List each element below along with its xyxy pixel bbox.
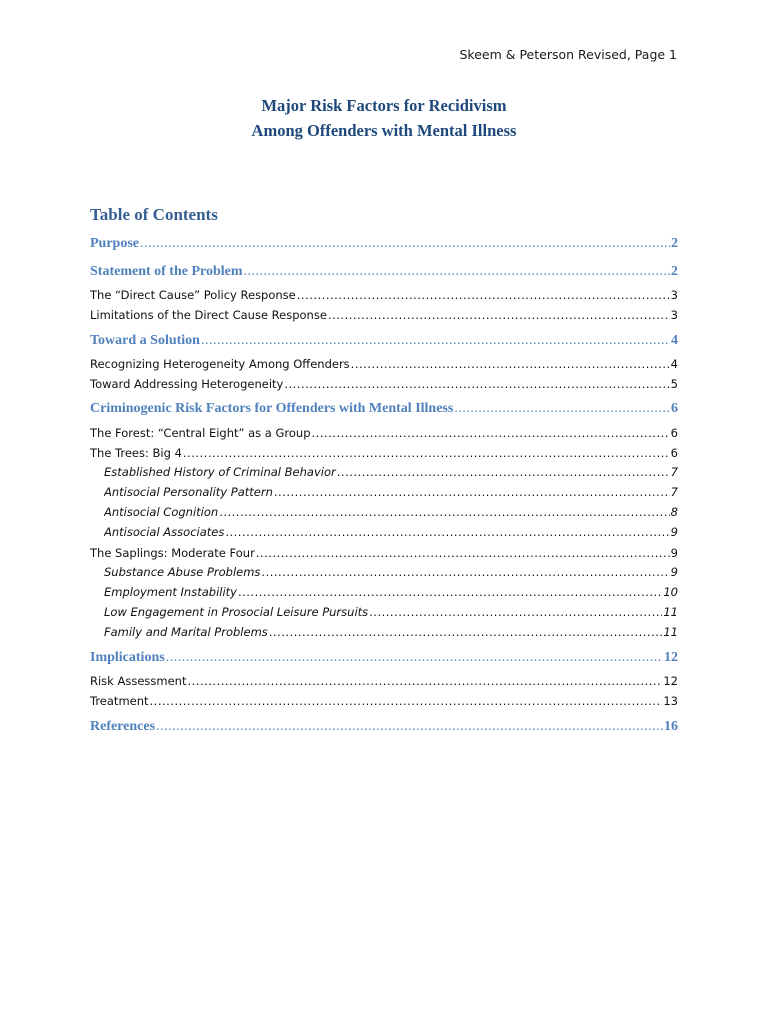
toc-entry-title: Implications — [90, 650, 165, 665]
toc-dot-leader — [269, 625, 663, 639]
toc-entry-title: Low Engagement in Prosocial Leisure Pursuits — [104, 605, 369, 619]
toc-entry[interactable] — [90, 401, 678, 417]
toc-entry[interactable] — [90, 377, 678, 391]
document-title — [0, 93, 768, 143]
toc-entry[interactable] — [90, 650, 678, 666]
toc-entry[interactable] — [104, 465, 678, 479]
toc-entry-title: The Saplings: Moderate Four — [90, 546, 255, 560]
toc-dot-leader — [225, 525, 669, 539]
toc-page-number: 3 — [670, 308, 678, 322]
toc-entry-title: The “Direct Cause” Policy Response — [90, 288, 296, 302]
toc-entry-title: References — [90, 719, 156, 734]
toc-page-number: 13 — [663, 694, 678, 708]
toc-entry[interactable] — [104, 485, 678, 499]
toc-dot-leader — [183, 446, 670, 460]
toc-entry[interactable] — [90, 357, 678, 371]
toc-dot-leader — [150, 694, 663, 708]
toc-page-number: 11 — [663, 625, 678, 639]
toc-page-number: 7 — [670, 465, 678, 479]
toc-dot-leader — [156, 719, 663, 735]
toc-entry[interactable] — [90, 288, 678, 302]
toc-entry[interactable] — [104, 625, 678, 639]
toc-entry-title: Antisocial Personality Pattern — [104, 485, 273, 499]
toc-page-number: 12 — [664, 650, 678, 665]
toc-page-number: 8 — [670, 505, 678, 519]
toc-page-number: 10 — [663, 585, 678, 599]
toc-entry-title: Limitations of the Direct Cause Response — [90, 308, 327, 322]
toc-dot-leader — [140, 236, 670, 252]
toc-page-number: 9 — [670, 525, 678, 539]
toc-entry-title: Statement of the Problem — [90, 264, 243, 279]
toc-page-number: 2 — [671, 264, 678, 279]
toc-dot-leader — [274, 485, 670, 499]
toc-entry-title: Purpose — [90, 236, 139, 251]
toc-dot-leader — [328, 308, 670, 322]
toc-entry[interactable] — [90, 446, 678, 460]
toc-entry-title: Substance Abuse Problems — [104, 565, 261, 579]
toc-dot-leader — [201, 333, 670, 349]
toc-dot-leader — [219, 505, 669, 519]
toc-entry-title: Recognizing Heterogeneity Among Offenders — [90, 357, 350, 371]
toc-entry[interactable] — [104, 585, 678, 599]
toc-dot-leader — [297, 288, 670, 302]
toc-dot-leader — [166, 650, 663, 666]
toc-entry[interactable] — [90, 719, 678, 735]
toc-entry[interactable] — [104, 565, 678, 579]
toc-entry-title: Antisocial Associates — [104, 525, 225, 539]
toc-dot-leader — [244, 264, 670, 280]
toc-entry-title: Toward Addressing Heterogeneity — [90, 377, 284, 391]
toc-page-number: 12 — [663, 674, 678, 688]
toc-entry[interactable] — [90, 694, 678, 708]
document-title-line-1: Major Risk Factors for Recidivism — [261, 96, 507, 115]
toc-dot-leader — [284, 377, 669, 391]
toc-dot-leader — [312, 426, 670, 440]
toc-page-number: 9 — [670, 565, 678, 579]
toc-entry[interactable] — [90, 546, 678, 560]
toc-entry[interactable] — [90, 236, 678, 252]
toc-dot-leader — [187, 674, 662, 688]
toc-entry-title: Risk Assessment — [90, 674, 187, 688]
toc-entry-title: Treatment — [90, 694, 149, 708]
toc-entry-title: Criminogenic Risk Factors for Offenders with Mental Illness — [90, 401, 454, 416]
toc-entry-title: Family and Marital Problems — [104, 625, 268, 639]
toc-entry[interactable] — [104, 605, 678, 619]
toc-dot-leader — [256, 546, 670, 560]
toc-heading: Table of Contents — [90, 205, 218, 224]
toc-entry-title: Antisocial Cognition — [104, 505, 219, 519]
toc-dot-leader — [238, 585, 662, 599]
toc-dot-leader — [337, 465, 670, 479]
toc-dot-leader — [369, 605, 662, 619]
toc-entry-title: Established History of Criminal Behavior — [104, 465, 336, 479]
toc-dot-leader — [454, 401, 670, 417]
toc-page-number: 4 — [671, 333, 678, 348]
toc-entry[interactable] — [90, 426, 678, 440]
toc-page-number: 5 — [670, 377, 678, 391]
toc-entry-title: Employment Instability — [104, 585, 237, 599]
running-header: Skeem & Peterson Revised, Page 1 — [459, 47, 677, 62]
toc-page-number: 4 — [670, 357, 678, 371]
toc-page-number: 11 — [663, 605, 678, 619]
toc-entry[interactable] — [90, 674, 678, 688]
toc-dot-leader — [351, 357, 670, 371]
toc-page-number: 9 — [670, 546, 678, 560]
toc-entry-title: The Forest: “Central Eight” as a Group — [90, 426, 311, 440]
toc-page-number: 16 — [664, 719, 678, 734]
toc-page-number: 2 — [671, 236, 678, 251]
toc-page-number: 3 — [670, 288, 678, 302]
toc-page-number: 6 — [670, 426, 678, 440]
toc-page-number: 6 — [670, 446, 678, 460]
toc-entry[interactable] — [90, 308, 678, 322]
toc-dot-leader — [261, 565, 669, 579]
toc-entry[interactable] — [90, 264, 678, 280]
toc-entry[interactable] — [104, 505, 678, 519]
toc-page-number: 7 — [670, 485, 678, 499]
document-title-line-2: Among Offenders with Mental Illness — [251, 121, 517, 140]
toc-entry[interactable] — [104, 525, 678, 539]
toc-entry-title: The Trees: Big 4 — [90, 446, 182, 460]
toc-entry[interactable] — [90, 333, 678, 349]
toc-page-number: 6 — [671, 401, 678, 416]
toc-entry-title: Toward a Solution — [90, 333, 200, 348]
